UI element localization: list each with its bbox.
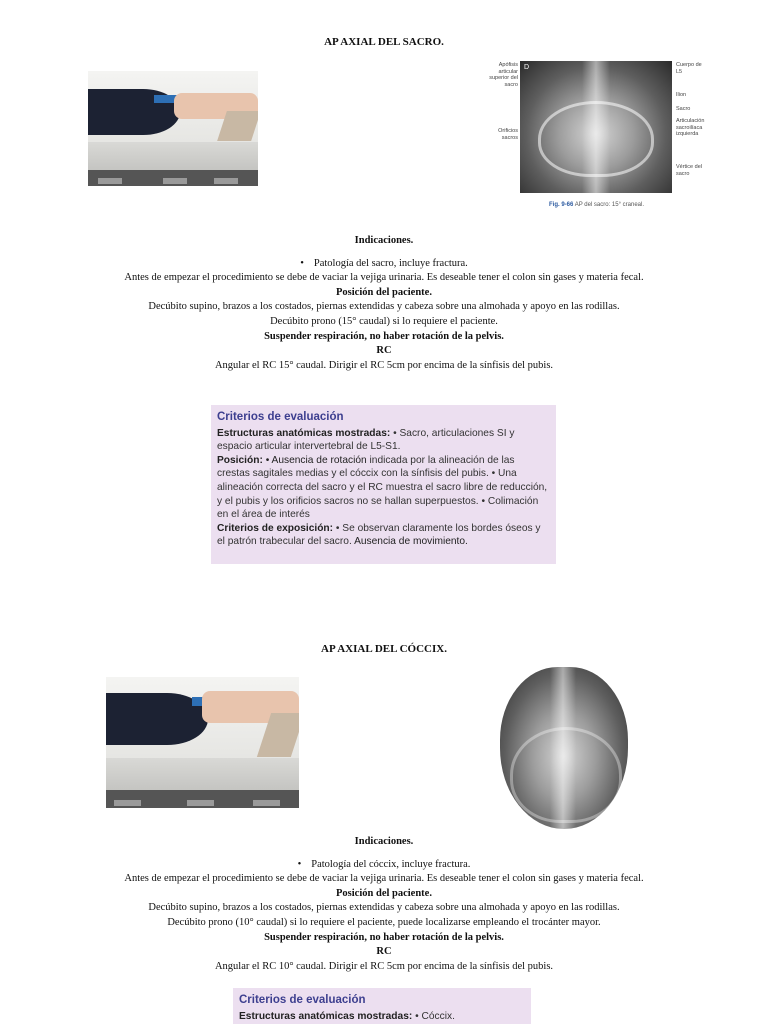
label-ilium: Ilion [676, 92, 687, 98]
coccyx-indication-item: • Patología del cóccix, incluye fractura. [60, 858, 708, 873]
label-sacral-apex: Vértice del sacro [676, 164, 702, 177]
xray-side-marker: D [524, 64, 530, 71]
sacrum-text-block [60, 234, 708, 373]
sacrum-position-supine: Decúbito supino, brazos a los costados, piernas extendidas y cabeza sobre una almohada y apoyo en las rodillas. [148, 301, 620, 313]
coccyx-criteria-structures: Estructuras anatómicas mostradas: • Cóccix. [239, 1010, 455, 1022]
coccyx-xray [500, 667, 628, 829]
sacrum-rc-text: Angular el RC 15° caudal. Dirigir el RC 5cm por encima de la sínfisis del pubis. [214, 359, 554, 371]
sacrum-position-heading: Posición del paciente. [336, 286, 432, 298]
label-superior-articular-process: Apófisis articular superior del sacro [489, 62, 518, 88]
sacrum-xray [520, 61, 672, 193]
sacrum-criteria-exposure: Criterios de exposición: • Se observan claramente los bordes óseos y el patrón trabecular del sacro. Ausencia de movimiento. [217, 522, 541, 548]
sacrum-criteria-box [211, 405, 556, 564]
sacrum-figure-caption: Fig. 9-66 AP del sacro: 15° craneal. [549, 202, 645, 208]
label-left-si-joint: Articulación sacroilíaca izquierda [676, 118, 705, 137]
sacrum-patient-photo [88, 71, 258, 186]
label-sacral-foramina: Orificios sacros [498, 128, 518, 141]
coccyx-position-prone: Decúbito prono (10° caudal) si lo requiere el paciente, puede localizarse empleando el trocánter mayor. [167, 916, 601, 928]
coccyx-indications-heading: Indicaciones. [354, 836, 414, 847]
sacrum-indications-heading: Indicaciones. [354, 235, 414, 246]
coccyx-criteria-box [233, 988, 531, 1024]
sacrum-rc-heading: RC [376, 345, 392, 357]
coccyx-criteria-heading: Criterios de evaluación [239, 994, 366, 1006]
sacrum-title: AP AXIAL DEL SACRO. [324, 36, 444, 48]
sacrum-position-prone: Decúbito prono (15° caudal) si lo requiere el paciente. [270, 315, 498, 327]
coccyx-prep-text: Antes de empezar el procedimiento se debe de vaciar la vejiga urinaria. Es deseable tener el colon sin gases y materia fecal. [124, 873, 644, 885]
coccyx-position-heading: Posición del paciente. [336, 887, 432, 899]
coccyx-position-supine: Decúbito supino, brazos a los costados, piernas extendidas y cabeza sobre una almohada y apoyo en las rodillas. [148, 902, 620, 914]
sacrum-indication-item: • Patología del sacro, incluye fractura. [60, 257, 708, 272]
coccyx-rc-text: Angular el RC 10° caudal. Dirigir el RC 5cm por encima de la sínfisis del pubis. [214, 960, 554, 972]
coccyx-title: AP AXIAL DEL CÓCCIX. [321, 643, 447, 655]
label-sacrum: Sacro [676, 106, 691, 112]
label-l5-body: Cuerpo de L5 [676, 62, 702, 75]
coccyx-breath-instruction: Suspender respiración, no haber rotación de la pelvis. [264, 931, 504, 943]
sacrum-criteria-heading: Criterios de evaluación [217, 411, 344, 423]
coccyx-patient-photo [106, 677, 299, 808]
coccyx-text-block [60, 835, 708, 974]
sacrum-prep-text: Antes de empezar el procedimiento se debe de vaciar la vejiga urinaria. Es deseable tener el colon sin gases y materia fecal. [124, 272, 644, 284]
sacrum-criteria-structures: Estructuras anatómicas mostradas: • Sacro, articulaciones SI y espacio articular intervertebral de L5-S1. [217, 427, 515, 453]
sacrum-breath-instruction: Suspender respiración, no haber rotación de la pelvis. [264, 330, 504, 342]
sacrum-criteria-position: Posición: • Ausencia de rotación indicada por la alineación de las crestas sagitales medias y el cóccix con la sínfisis del pubis. • Una alineación correcta del sacro y el RC muestra el sacro libre de reducción, y el pubis y los orificios sacros no se hallan superpuestos. • Colimación en el área de interés [217, 454, 548, 521]
coccyx-rc-heading: RC [376, 946, 392, 958]
